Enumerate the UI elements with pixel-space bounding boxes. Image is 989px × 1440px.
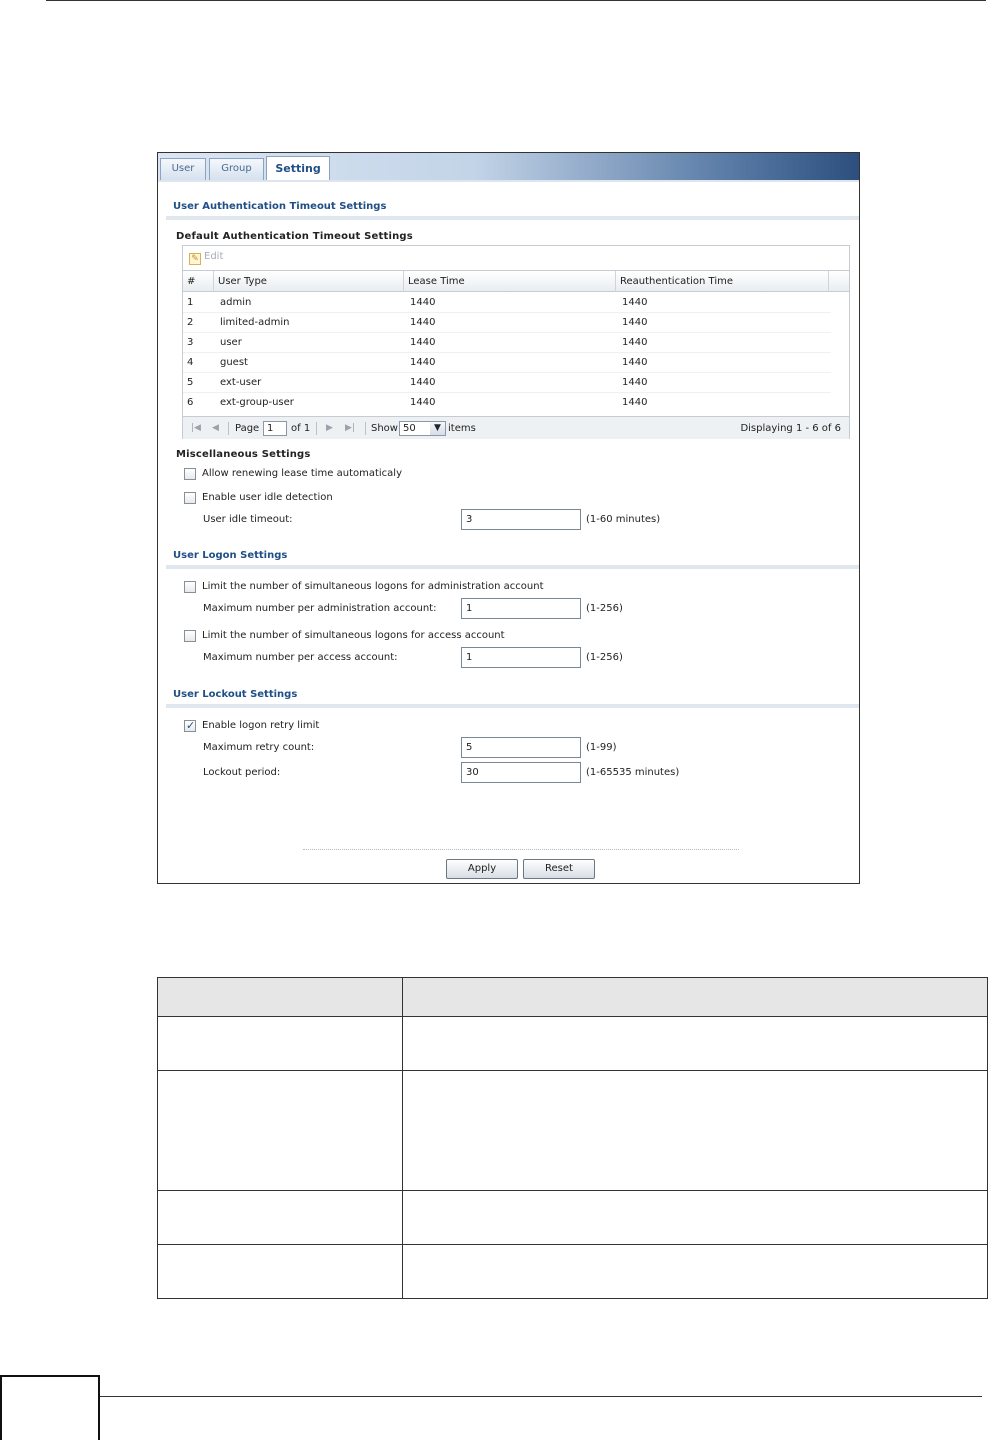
- row-reauth: 1440: [622, 317, 648, 328]
- row-reauth: 1440: [622, 357, 648, 368]
- retry-limit-label: Enable logon retry limit: [202, 720, 320, 731]
- access-logon-limit-label: Limit the number of simultaneous logons for access account: [202, 630, 505, 641]
- auth-section-title: User Authentication Timeout Settings: [173, 201, 387, 212]
- access-max-hint: (1-256): [586, 652, 623, 663]
- row-lease: 1440: [410, 337, 436, 348]
- pager-separator: [365, 422, 366, 435]
- default-auth-title: Default Authentication Timeout Settings: [176, 231, 413, 242]
- row-num: 2: [187, 317, 194, 328]
- lockout-period-hint: (1-65535 minutes): [586, 767, 680, 778]
- access-max-input[interactable]: 1: [461, 647, 581, 668]
- page-top-rule: [46, 0, 986, 1]
- button-divider: [303, 849, 739, 850]
- lockout-period-label: Lockout period:: [203, 767, 281, 778]
- table-toolbar: [183, 246, 849, 270]
- max-retry-hint: (1-99): [586, 742, 617, 753]
- page-number-box: [0, 1375, 100, 1440]
- description-table: [157, 977, 988, 1299]
- row-user-type: limited-admin: [220, 317, 290, 328]
- row-reauth: 1440: [622, 297, 648, 308]
- row-user-type: ext-group-user: [220, 397, 294, 408]
- row-user-type: guest: [220, 357, 248, 368]
- items-label: items: [448, 423, 476, 434]
- edit-button[interactable]: [189, 251, 223, 265]
- row-num: 1: [187, 297, 194, 308]
- page-size-select[interactable]: 50: [399, 421, 431, 436]
- last-page-icon[interactable]: ▶|: [345, 423, 355, 433]
- admin-max-hint: (1-256): [586, 603, 623, 614]
- table-pager: [183, 416, 849, 439]
- admin-logon-limit-checkbox[interactable]: [184, 581, 196, 593]
- auth-timeout-table: [182, 245, 850, 439]
- col-header-num[interactable]: #: [183, 271, 214, 292]
- col-header-user-type[interactable]: User Type: [214, 271, 404, 292]
- row-lease: 1440: [410, 397, 436, 408]
- page-label: Page: [235, 423, 260, 434]
- tab-user[interactable]: User: [160, 158, 206, 180]
- table-row[interactable]: [183, 333, 831, 353]
- tab-bar: [158, 153, 859, 180]
- misc-title: Miscellaneous Settings: [176, 449, 311, 460]
- tab-bar-underline: [158, 180, 859, 182]
- max-retry-label: Maximum retry count:: [203, 742, 315, 753]
- idle-timeout-hint: (1-60 minutes): [586, 514, 661, 525]
- row-num: 6: [187, 397, 194, 408]
- row-lease: 1440: [410, 297, 436, 308]
- access-max-label: Maximum number per access account:: [203, 652, 398, 663]
- idle-timeout-input[interactable]: 3: [461, 509, 581, 530]
- auth-section-bar: [166, 216, 859, 220]
- lockout-period-input[interactable]: 30: [461, 762, 581, 783]
- admin-max-input[interactable]: 1: [461, 598, 581, 619]
- edit-label: Edit: [204, 251, 224, 262]
- col-header-reauth-time[interactable]: Reauthentication Time: [616, 271, 829, 292]
- apply-button[interactable]: Apply: [446, 859, 518, 879]
- admin-logon-limit-label: Limit the number of simultaneous logons for administration account: [202, 581, 544, 592]
- retry-limit-checkbox[interactable]: [184, 720, 196, 732]
- logon-section-title: User Logon Settings: [173, 550, 288, 561]
- access-logon-limit-checkbox[interactable]: [184, 630, 196, 642]
- first-page-icon[interactable]: |◀: [191, 423, 201, 433]
- table-row[interactable]: [183, 373, 831, 393]
- edit-icon: ✎: [189, 253, 201, 265]
- table-row[interactable]: [183, 353, 831, 373]
- row-user-type: ext-user: [220, 377, 262, 388]
- row-user-type: user: [220, 337, 242, 348]
- row-lease: 1440: [410, 317, 436, 328]
- displaying-count: Displaying 1 - 6 of 6: [740, 423, 841, 434]
- row-lease: 1440: [410, 377, 436, 388]
- logon-section-bar: [166, 565, 859, 569]
- idle-timeout-label: User idle timeout:: [203, 514, 293, 525]
- reset-button[interactable]: Reset: [523, 859, 595, 879]
- renew-lease-checkbox[interactable]: [184, 468, 196, 480]
- row-user-type: admin: [220, 297, 252, 308]
- table-row[interactable]: [183, 393, 831, 413]
- page-of-label: of 1: [291, 423, 311, 434]
- idle-detection-label: Enable user idle detection: [202, 492, 333, 503]
- col-header-lease-time[interactable]: Lease Time: [404, 271, 616, 292]
- page-bottom-rule: [100, 1396, 982, 1397]
- row-lease: 1440: [410, 357, 436, 368]
- table-row[interactable]: [183, 293, 831, 313]
- row-reauth: 1440: [622, 337, 648, 348]
- row-reauth: 1440: [622, 397, 648, 408]
- pager-separator: [228, 422, 229, 435]
- description-table-row: [158, 1191, 988, 1245]
- next-page-icon[interactable]: ▶: [326, 423, 333, 433]
- lockout-section-bar: [166, 704, 859, 708]
- settings-panel: [157, 152, 860, 884]
- row-num: 3: [187, 337, 194, 348]
- row-num: 4: [187, 357, 194, 368]
- tab-group[interactable]: Group: [209, 158, 264, 180]
- admin-max-label: Maximum number per administration account:: [203, 603, 437, 614]
- description-table-header: [158, 978, 988, 1017]
- idle-detection-checkbox[interactable]: [184, 492, 196, 504]
- lockout-section-title: User Lockout Settings: [173, 689, 298, 700]
- description-table-row: [158, 1017, 988, 1071]
- row-reauth: 1440: [622, 377, 648, 388]
- renew-lease-label: Allow renewing lease time automaticaly: [202, 468, 402, 479]
- description-table-row: [158, 1245, 988, 1299]
- table-row[interactable]: [183, 313, 831, 333]
- chevron-down-icon[interactable]: ▼: [430, 421, 446, 436]
- prev-page-icon[interactable]: ◀: [212, 423, 219, 433]
- table-header: [183, 270, 849, 292]
- description-table-row: [158, 1071, 988, 1191]
- max-retry-input[interactable]: 5: [461, 737, 581, 758]
- tab-setting[interactable]: Setting: [266, 156, 330, 181]
- page-number-input[interactable]: 1: [263, 421, 287, 436]
- show-label: Show: [371, 423, 398, 434]
- pager-separator: [316, 422, 317, 435]
- row-num: 5: [187, 377, 194, 388]
